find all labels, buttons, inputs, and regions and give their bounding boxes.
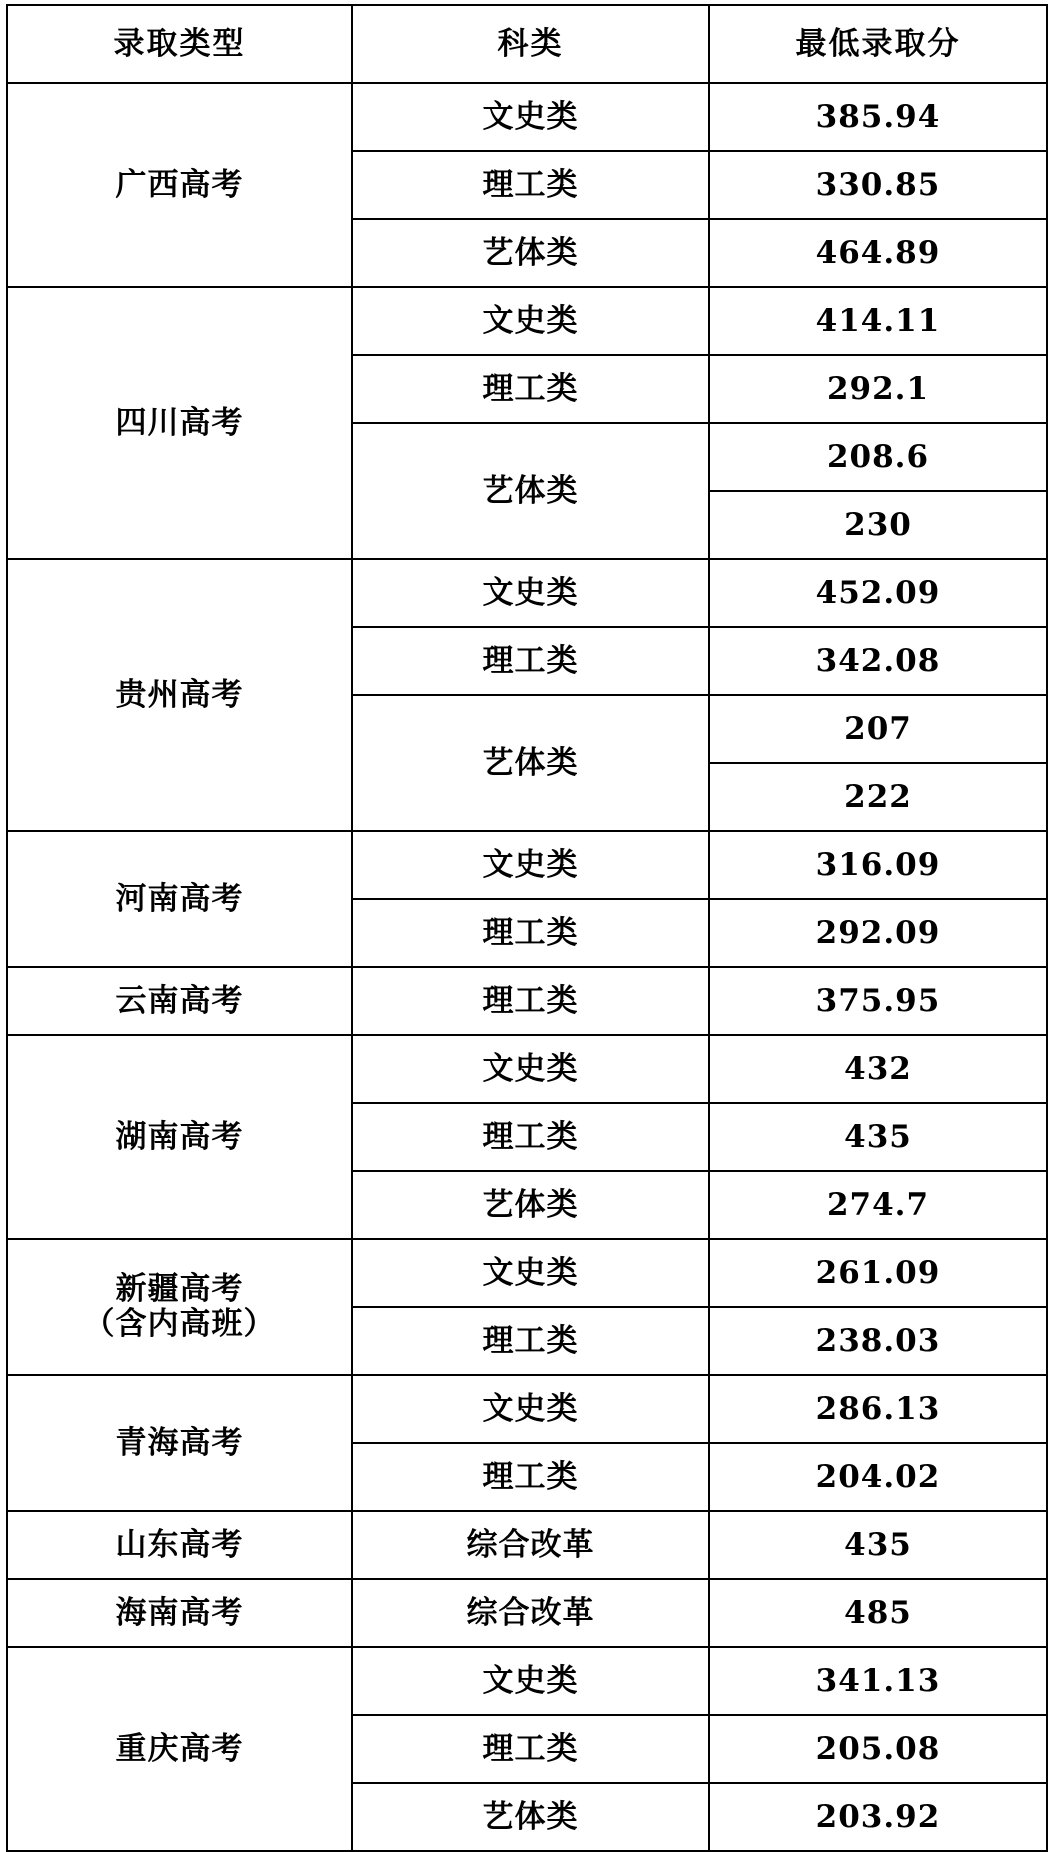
cell-minimum-score: 485 bbox=[709, 1579, 1047, 1647]
cell-minimum-score: 341.13 bbox=[709, 1647, 1047, 1715]
cell-subject-category: 艺体类 bbox=[352, 1783, 709, 1851]
cell-minimum-score: 207 bbox=[709, 695, 1047, 763]
cell-subject-category: 文史类 bbox=[352, 1035, 709, 1103]
cell-minimum-score: 342.08 bbox=[709, 627, 1047, 695]
table-row bbox=[7, 83, 1047, 151]
cell-subject-category: 文史类 bbox=[352, 1375, 709, 1443]
table-header-row bbox=[7, 5, 1047, 83]
cell-subject-category: 理工类 bbox=[352, 355, 709, 423]
cell-subject-category: 理工类 bbox=[352, 151, 709, 219]
cell-admission-type: 广西高考 bbox=[7, 83, 352, 287]
table-row bbox=[7, 831, 1047, 899]
cell-minimum-score: 432 bbox=[709, 1035, 1047, 1103]
cell-admission-type: 青海高考 bbox=[7, 1375, 352, 1511]
cell-admission-type: 湖南高考 bbox=[7, 1035, 352, 1239]
cell-minimum-score: 230 bbox=[709, 491, 1047, 559]
cell-minimum-score: 464.89 bbox=[709, 219, 1047, 287]
admission-score-table bbox=[6, 4, 1048, 1852]
cell-minimum-score: 435 bbox=[709, 1511, 1047, 1579]
cell-minimum-score: 292.09 bbox=[709, 899, 1047, 967]
table-row bbox=[7, 559, 1047, 627]
table-row bbox=[7, 1239, 1047, 1307]
table-row bbox=[7, 1035, 1047, 1103]
cell-subject-category: 综合改革 bbox=[352, 1579, 709, 1647]
table-row bbox=[7, 1647, 1047, 1715]
cell-subject-category: 文史类 bbox=[352, 287, 709, 355]
cell-minimum-score: 286.13 bbox=[709, 1375, 1047, 1443]
cell-minimum-score: 452.09 bbox=[709, 559, 1047, 627]
cell-subject-category: 理工类 bbox=[352, 1103, 709, 1171]
cell-admission-type: 海南高考 bbox=[7, 1579, 352, 1647]
table-row bbox=[7, 1511, 1047, 1579]
cell-subject-category: 理工类 bbox=[352, 1715, 709, 1783]
cell-subject-category: 艺体类 bbox=[352, 423, 709, 559]
cell-admission-type: 云南高考 bbox=[7, 967, 352, 1035]
cell-minimum-score: 414.11 bbox=[709, 287, 1047, 355]
cell-subject-category: 文史类 bbox=[352, 1647, 709, 1715]
table-header bbox=[7, 5, 1047, 83]
cell-minimum-score: 205.08 bbox=[709, 1715, 1047, 1783]
cell-admission-type-line1: 新疆高考 bbox=[115, 1271, 244, 1308]
cell-minimum-score: 222 bbox=[709, 763, 1047, 831]
column-header-score: 最低录取分 bbox=[709, 5, 1047, 83]
cell-subject-category: 文史类 bbox=[352, 559, 709, 627]
cell-subject-category: 文史类 bbox=[352, 1239, 709, 1307]
cell-subject-category: 艺体类 bbox=[352, 1171, 709, 1239]
cell-minimum-score: 330.85 bbox=[709, 151, 1047, 219]
cell-minimum-score: 435 bbox=[709, 1103, 1047, 1171]
cell-minimum-score: 375.95 bbox=[709, 967, 1047, 1035]
cell-minimum-score: 203.92 bbox=[709, 1783, 1047, 1851]
table-row bbox=[7, 287, 1047, 355]
cell-minimum-score: 316.09 bbox=[709, 831, 1047, 899]
cell-minimum-score: 385.94 bbox=[709, 83, 1047, 151]
cell-subject-category: 理工类 bbox=[352, 627, 709, 695]
column-header-subject: 科类 bbox=[352, 5, 709, 83]
cell-subject-category: 理工类 bbox=[352, 899, 709, 967]
cell-subject-category: 理工类 bbox=[352, 1307, 709, 1375]
cell-minimum-score: 204.02 bbox=[709, 1443, 1047, 1511]
cell-subject-category: 理工类 bbox=[352, 967, 709, 1035]
cell-subject-category: 艺体类 bbox=[352, 219, 709, 287]
cell-subject-category: 文史类 bbox=[352, 831, 709, 899]
cell-admission-type: 重庆高考 bbox=[7, 1647, 352, 1851]
cell-subject-category: 文史类 bbox=[352, 83, 709, 151]
cell-subject-category: 理工类 bbox=[352, 1443, 709, 1511]
cell-admission-type: 四川高考 bbox=[7, 287, 352, 559]
cell-admission-type-line2: （含内高班） bbox=[83, 1306, 276, 1342]
table-body bbox=[7, 83, 1047, 1851]
cell-admission-type: 河南高考 bbox=[7, 831, 352, 967]
cell-minimum-score: 292.1 bbox=[709, 355, 1047, 423]
cell-admission-type: 山东高考 bbox=[7, 1511, 352, 1579]
table-row bbox=[7, 1375, 1047, 1443]
column-header-type: 录取类型 bbox=[7, 5, 352, 83]
table-row bbox=[7, 967, 1047, 1035]
cell-admission-type: 贵州高考 bbox=[7, 559, 352, 831]
cell-admission-type bbox=[7, 1239, 352, 1375]
cell-minimum-score: 208.6 bbox=[709, 423, 1047, 491]
cell-minimum-score: 261.09 bbox=[709, 1239, 1047, 1307]
cell-minimum-score: 238.03 bbox=[709, 1307, 1047, 1375]
table-row bbox=[7, 1579, 1047, 1647]
cell-subject-category: 艺体类 bbox=[352, 695, 709, 831]
cell-minimum-score: 274.7 bbox=[709, 1171, 1047, 1239]
cell-subject-category: 综合改革 bbox=[352, 1511, 709, 1579]
